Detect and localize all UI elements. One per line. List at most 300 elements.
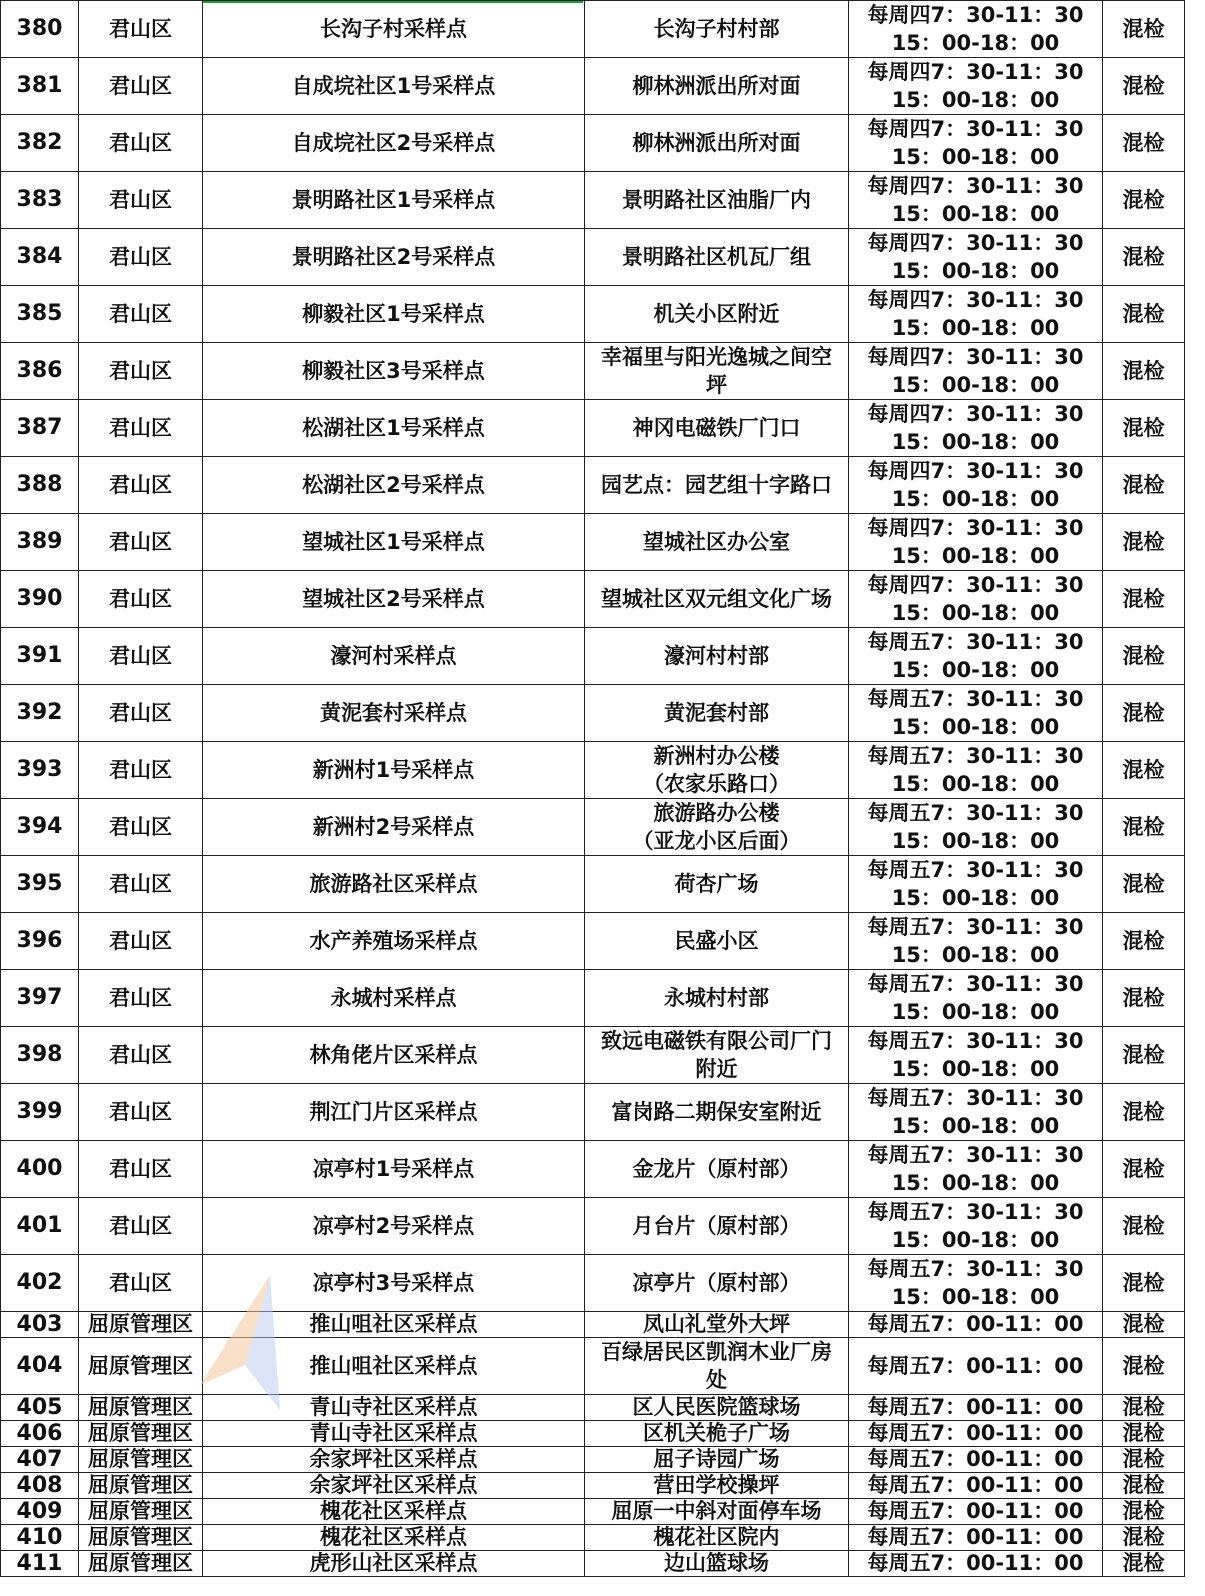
site-name-cell: 濠河村采样点	[203, 628, 585, 685]
site-name-cell: 凉亭村1号采样点	[203, 1141, 585, 1198]
test-type-cell: 混检	[1103, 685, 1185, 742]
time-cell	[849, 856, 1103, 913]
district-cell: 君山区	[79, 799, 203, 856]
test-type-cell: 混检	[1103, 799, 1185, 856]
test-type-cell: 混检	[1103, 628, 1185, 685]
address-line: 区人民医院篮球场	[632, 1395, 801, 1419]
time-line: 每周五7：00-11：00	[867, 1395, 1084, 1419]
table-row	[1, 1551, 1185, 1577]
address-cell	[585, 1141, 849, 1198]
test-type-cell: 混检	[1103, 1499, 1185, 1525]
time-line: 每周五7：30-11：30	[867, 1086, 1084, 1110]
test-type-cell: 混检	[1103, 1255, 1185, 1312]
table-row	[1, 856, 1185, 913]
time-cell	[849, 457, 1103, 514]
address-cell	[585, 685, 849, 742]
table-row	[1, 1141, 1185, 1198]
time-line: 15：00-18：00	[891, 601, 1060, 625]
district-cell: 君山区	[79, 571, 203, 628]
address-line: 边山篮球场	[664, 1551, 769, 1575]
address-line: 月台片（原村部）	[632, 1214, 801, 1238]
address-line: 机关小区附近	[653, 302, 780, 326]
address-line: 柳林洲派出所对面	[632, 74, 801, 98]
time-cell	[849, 571, 1103, 628]
row-number-cell: 409	[1, 1499, 79, 1525]
test-type-cell: 混检	[1103, 1551, 1185, 1577]
time-line: 15：00-18：00	[891, 316, 1060, 340]
district-cell: 君山区	[79, 1198, 203, 1255]
table-row	[1, 343, 1185, 400]
time-line: 每周五7：00-11：00	[867, 1551, 1084, 1575]
address-line: 金龙片（原村部）	[632, 1157, 801, 1181]
address-line: 屈原一中斜对面停车场	[611, 1499, 822, 1523]
row-number-cell: 392	[1, 685, 79, 742]
site-name-cell: 虎形山社区采样点	[203, 1551, 585, 1577]
row-number-cell: 382	[1, 115, 79, 172]
address-cell	[585, 1447, 849, 1473]
site-name-cell: 水产养殖场采样点	[203, 913, 585, 970]
row-number-cell: 402	[1, 1255, 79, 1312]
time-cell	[849, 1, 1103, 58]
time-cell	[849, 742, 1103, 799]
row-number-cell: 391	[1, 628, 79, 685]
time-line: 每周四7：30-11：30	[867, 402, 1084, 426]
row-number-cell: 411	[1, 1551, 79, 1577]
test-type-cell: 混检	[1103, 457, 1185, 514]
address-line: 永城村村部	[664, 986, 769, 1010]
row-number-cell: 394	[1, 799, 79, 856]
test-type-cell: 混检	[1103, 514, 1185, 571]
address-line: 附近	[695, 1057, 738, 1081]
table-row	[1, 1, 1185, 58]
district-cell: 屈原管理区	[79, 1551, 203, 1577]
address-cell	[585, 856, 849, 913]
address-line: 望城社区办公室	[643, 530, 790, 554]
table-row	[1, 1255, 1185, 1312]
time-cell	[849, 1198, 1103, 1255]
time-line: 每周五7：00-11：00	[867, 1447, 1084, 1471]
address-line: 区机关桅子广场	[643, 1421, 790, 1445]
time-line: 15：00-18：00	[891, 1057, 1060, 1081]
time-line: 每周五7：00-11：00	[867, 1499, 1084, 1523]
time-cell	[849, 1447, 1103, 1473]
time-cell	[849, 1141, 1103, 1198]
table-row	[1, 1525, 1185, 1551]
time-cell	[849, 514, 1103, 571]
row-number-cell: 405	[1, 1395, 79, 1421]
time-cell	[849, 970, 1103, 1027]
time-line: 每周四7：30-11：30	[867, 345, 1084, 369]
time-cell	[849, 1027, 1103, 1084]
address-cell	[585, 1338, 849, 1395]
district-cell: 君山区	[79, 400, 203, 457]
test-type-cell: 混检	[1103, 1447, 1185, 1473]
site-name-cell: 青山寺社区采样点	[203, 1421, 585, 1447]
time-cell	[849, 1499, 1103, 1525]
time-line: 15：00-18：00	[891, 145, 1060, 169]
table-row	[1, 913, 1185, 970]
time-line: 每周五7：00-11：00	[867, 1354, 1084, 1378]
address-line: 民盛小区	[674, 929, 759, 953]
time-line: 每周四7：30-11：30	[867, 573, 1084, 597]
time-line: 每周四7：30-11：30	[867, 459, 1084, 483]
table-row	[1, 1312, 1185, 1338]
test-type-cell: 混检	[1103, 856, 1185, 913]
time-line: 每周五7：30-11：30	[867, 1200, 1084, 1224]
time-cell	[849, 172, 1103, 229]
table-row	[1, 1395, 1185, 1421]
row-number-cell: 401	[1, 1198, 79, 1255]
row-number-cell: 384	[1, 229, 79, 286]
table-row	[1, 970, 1185, 1027]
time-cell	[849, 1395, 1103, 1421]
test-type-cell: 混检	[1103, 1338, 1185, 1395]
address-line: 新洲村办公楼	[653, 744, 780, 768]
address-line: 濠河村村部	[664, 644, 769, 668]
time-line: 每周五7：30-11：30	[867, 858, 1084, 882]
address-line: 旅游路办公楼	[653, 801, 780, 825]
row-number-cell: 406	[1, 1421, 79, 1447]
site-name-cell: 新洲村1号采样点	[203, 742, 585, 799]
site-name-cell: 望城社区1号采样点	[203, 514, 585, 571]
site-name-cell: 凉亭村3号采样点	[203, 1255, 585, 1312]
address-cell	[585, 1551, 849, 1577]
test-type-cell: 混检	[1103, 1198, 1185, 1255]
time-line: 每周四7：30-11：30	[867, 117, 1084, 141]
time-line: 15：00-18：00	[891, 487, 1060, 511]
address-cell	[585, 1473, 849, 1499]
time-line: 15：00-18：00	[891, 658, 1060, 682]
site-name-cell: 自成垸社区1号采样点	[203, 58, 585, 115]
test-type-cell: 混检	[1103, 1525, 1185, 1551]
table-body	[1, 1, 1185, 1577]
table-row	[1, 115, 1185, 172]
address-cell	[585, 1395, 849, 1421]
time-line: 15：00-18：00	[891, 943, 1060, 967]
table-row	[1, 1421, 1185, 1447]
test-type-cell: 混检	[1103, 229, 1185, 286]
site-name-cell: 长沟子村采样点	[203, 1, 585, 58]
row-number-cell: 381	[1, 58, 79, 115]
time-line: 每周五7：30-11：30	[867, 915, 1084, 939]
address-cell	[585, 970, 849, 1027]
address-line: （亚龙小区后面）	[632, 829, 801, 853]
district-cell: 君山区	[79, 1084, 203, 1141]
address-line: 致远电磁铁有限公司厂门	[601, 1029, 832, 1053]
district-cell: 君山区	[79, 457, 203, 514]
address-cell	[585, 571, 849, 628]
district-cell: 屈原管理区	[79, 1525, 203, 1551]
row-number-cell: 410	[1, 1525, 79, 1551]
time-line: 15：00-18：00	[891, 1114, 1060, 1138]
address-line: 景明路社区机瓦厂组	[622, 245, 811, 269]
address-line: 景明路社区油脂厂内	[622, 188, 811, 212]
address-cell	[585, 286, 849, 343]
test-type-cell: 混检	[1103, 1473, 1185, 1499]
time-line: 每周四7：30-11：30	[867, 174, 1084, 198]
address-line: 处	[706, 1368, 727, 1392]
time-line: 15：00-18：00	[891, 1285, 1060, 1309]
test-type-cell: 混检	[1103, 343, 1185, 400]
time-cell	[849, 913, 1103, 970]
table-row	[1, 1447, 1185, 1473]
district-cell: 君山区	[79, 913, 203, 970]
district-cell: 屈原管理区	[79, 1473, 203, 1499]
time-line: 15：00-18：00	[891, 31, 1060, 55]
district-cell: 君山区	[79, 229, 203, 286]
time-line: 每周五7：30-11：30	[867, 801, 1084, 825]
row-number-cell: 386	[1, 343, 79, 400]
address-line: 荷杏广场	[674, 872, 759, 896]
address-cell	[585, 1, 849, 58]
time-cell	[849, 286, 1103, 343]
time-cell	[849, 400, 1103, 457]
time-cell	[849, 628, 1103, 685]
address-cell	[585, 115, 849, 172]
time-cell	[849, 1255, 1103, 1312]
address-line: 神冈电磁铁厂门口	[632, 416, 801, 440]
address-line: 坪	[706, 373, 727, 397]
address-cell	[585, 514, 849, 571]
time-line: 每周四7：30-11：30	[867, 60, 1084, 84]
address-cell	[585, 1084, 849, 1141]
test-type-cell: 混检	[1103, 1084, 1185, 1141]
time-line: 15：00-18：00	[891, 886, 1060, 910]
time-line: 每周五7：30-11：30	[867, 744, 1084, 768]
row-number-cell: 389	[1, 514, 79, 571]
test-type-cell: 混检	[1103, 1027, 1185, 1084]
site-name-cell: 凉亭村2号采样点	[203, 1198, 585, 1255]
address-cell	[585, 343, 849, 400]
table-row	[1, 514, 1185, 571]
time-cell	[849, 115, 1103, 172]
table-row	[1, 799, 1185, 856]
test-type-cell: 混检	[1103, 742, 1185, 799]
address-cell	[585, 172, 849, 229]
row-number-cell: 408	[1, 1473, 79, 1499]
time-line: 15：00-18：00	[891, 430, 1060, 454]
site-name-cell: 松湖社区2号采样点	[203, 457, 585, 514]
site-name-cell: 永城村采样点	[203, 970, 585, 1027]
district-cell: 君山区	[79, 343, 203, 400]
table-row	[1, 1027, 1185, 1084]
time-cell	[849, 1551, 1103, 1577]
time-line: 每周四7：30-11：30	[867, 516, 1084, 540]
table-row	[1, 229, 1185, 286]
row-number-cell: 397	[1, 970, 79, 1027]
address-cell	[585, 742, 849, 799]
site-name-cell: 推山咀社区采样点	[203, 1312, 585, 1338]
table-row	[1, 1084, 1185, 1141]
district-cell: 君山区	[79, 856, 203, 913]
address-line: 柳林洲派出所对面	[632, 131, 801, 155]
row-number-cell: 399	[1, 1084, 79, 1141]
row-number-cell: 390	[1, 571, 79, 628]
address-line: 营田学校操坪	[653, 1473, 780, 1497]
address-line: （农家乐路口）	[643, 772, 790, 796]
district-cell: 屈原管理区	[79, 1421, 203, 1447]
table-row	[1, 628, 1185, 685]
time-line: 15：00-18：00	[891, 88, 1060, 112]
table-row	[1, 172, 1185, 229]
table-row	[1, 1338, 1185, 1395]
address-cell	[585, 1421, 849, 1447]
table-row	[1, 58, 1185, 115]
table-row	[1, 742, 1185, 799]
district-cell: 君山区	[79, 514, 203, 571]
address-cell	[585, 1499, 849, 1525]
time-cell	[849, 799, 1103, 856]
address-cell	[585, 799, 849, 856]
site-name-cell: 自成垸社区2号采样点	[203, 115, 585, 172]
site-name-cell: 余家坪社区采样点	[203, 1473, 585, 1499]
time-cell	[849, 685, 1103, 742]
time-line: 15：00-18：00	[891, 373, 1060, 397]
district-cell: 君山区	[79, 115, 203, 172]
row-number-cell: 407	[1, 1447, 79, 1473]
address-cell	[585, 628, 849, 685]
time-line: 15：00-18：00	[891, 259, 1060, 283]
district-cell: 屈原管理区	[79, 1395, 203, 1421]
time-line: 每周五7：00-11：00	[867, 1312, 1084, 1336]
site-name-cell: 青山寺社区采样点	[203, 1395, 585, 1421]
row-number-cell: 387	[1, 400, 79, 457]
time-cell	[849, 1084, 1103, 1141]
site-name-cell: 荆江门片区采样点	[203, 1084, 585, 1141]
row-number-cell: 395	[1, 856, 79, 913]
test-type-cell: 混检	[1103, 913, 1185, 970]
time-cell	[849, 343, 1103, 400]
time-cell	[849, 1312, 1103, 1338]
site-name-cell: 槐花社区采样点	[203, 1525, 585, 1551]
site-name-cell: 推山咀社区采样点	[203, 1338, 585, 1395]
address-line: 富岗路二期保安室附近	[611, 1100, 822, 1124]
site-name-cell: 望城社区2号采样点	[203, 571, 585, 628]
address-cell	[585, 457, 849, 514]
address-line: 屈子诗园广场	[653, 1447, 780, 1471]
site-name-cell: 新洲村2号采样点	[203, 799, 585, 856]
time-line: 每周五7：30-11：30	[867, 972, 1084, 996]
district-cell: 屈原管理区	[79, 1312, 203, 1338]
row-number-cell: 404	[1, 1338, 79, 1395]
table-row	[1, 400, 1185, 457]
district-cell: 君山区	[79, 172, 203, 229]
address-line: 望城社区双元组文化广场	[601, 587, 832, 611]
site-name-cell: 槐花社区采样点	[203, 1499, 585, 1525]
test-type-cell: 混检	[1103, 172, 1185, 229]
address-line: 凉亭片（原村部）	[632, 1271, 801, 1295]
site-name-cell: 余家坪社区采样点	[203, 1447, 585, 1473]
time-line: 15：00-18：00	[891, 772, 1060, 796]
table-row	[1, 1473, 1185, 1499]
time-line: 15：00-18：00	[891, 715, 1060, 739]
time-line: 15：00-18：00	[891, 829, 1060, 853]
time-line: 15：00-18：00	[891, 1171, 1060, 1195]
address-line: 长沟子村村部	[653, 17, 780, 41]
address-line: 凤山礼堂外大坪	[643, 1312, 790, 1336]
test-type-cell: 混检	[1103, 1, 1185, 58]
test-type-cell: 混检	[1103, 970, 1185, 1027]
row-number-cell: 396	[1, 913, 79, 970]
time-cell	[849, 1525, 1103, 1551]
test-type-cell: 混检	[1103, 58, 1185, 115]
time-cell	[849, 1338, 1103, 1395]
time-line: 每周五7：00-11：00	[867, 1421, 1084, 1445]
district-cell: 君山区	[79, 1255, 203, 1312]
time-line: 每周五7：30-11：30	[867, 630, 1084, 654]
table-row	[1, 286, 1185, 343]
time-line: 15：00-18：00	[891, 202, 1060, 226]
site-name-cell: 松湖社区1号采样点	[203, 400, 585, 457]
site-name-cell: 柳毅社区1号采样点	[203, 286, 585, 343]
time-line: 15：00-18：00	[891, 1228, 1060, 1252]
time-line: 每周五7：30-11：30	[867, 687, 1084, 711]
district-cell: 君山区	[79, 742, 203, 799]
row-number-cell: 385	[1, 286, 79, 343]
address-cell	[585, 58, 849, 115]
site-name-cell: 景明路社区2号采样点	[203, 229, 585, 286]
time-line: 每周五7：30-11：30	[867, 1143, 1084, 1167]
row-number-cell: 400	[1, 1141, 79, 1198]
district-cell: 君山区	[79, 970, 203, 1027]
row-number-cell: 393	[1, 742, 79, 799]
time-line: 每周五7：00-11：00	[867, 1473, 1084, 1497]
address-cell	[585, 400, 849, 457]
test-type-cell: 混检	[1103, 1312, 1185, 1338]
time-line: 15：00-18：00	[891, 1000, 1060, 1024]
district-cell: 君山区	[79, 58, 203, 115]
test-type-cell: 混检	[1103, 286, 1185, 343]
row-number-cell: 388	[1, 457, 79, 514]
address-line: 百绿居民区凯润木业厂房	[601, 1340, 832, 1364]
address-line: 幸福里与阳光逸城之间空	[601, 345, 832, 369]
site-name-cell: 旅游路社区采样点	[203, 856, 585, 913]
address-cell	[585, 913, 849, 970]
table-row	[1, 685, 1185, 742]
row-number-cell: 403	[1, 1312, 79, 1338]
time-line: 15：00-18：00	[891, 544, 1060, 568]
time-line: 每周五7：00-11：00	[867, 1525, 1084, 1549]
table-row	[1, 1499, 1185, 1525]
time-line: 每周四7：30-11：30	[867, 231, 1084, 255]
test-type-cell: 混检	[1103, 400, 1185, 457]
address-cell	[585, 1312, 849, 1338]
test-type-cell: 混检	[1103, 115, 1185, 172]
table-row	[1, 457, 1185, 514]
test-type-cell: 混检	[1103, 571, 1185, 628]
district-cell: 屈原管理区	[79, 1338, 203, 1395]
district-cell: 君山区	[79, 628, 203, 685]
time-line: 每周五7：30-11：30	[867, 1029, 1084, 1053]
address-cell	[585, 1255, 849, 1312]
address-cell	[585, 1525, 849, 1551]
row-number-cell: 398	[1, 1027, 79, 1084]
district-cell: 屈原管理区	[79, 1447, 203, 1473]
district-cell: 君山区	[79, 685, 203, 742]
row-number-cell: 380	[1, 1, 79, 58]
address-line: 槐花社区院内	[653, 1525, 780, 1549]
time-cell	[849, 58, 1103, 115]
table-row	[1, 1198, 1185, 1255]
site-name-cell: 林角佬片区采样点	[203, 1027, 585, 1084]
test-type-cell: 混检	[1103, 1141, 1185, 1198]
row-number-cell: 383	[1, 172, 79, 229]
site-name-cell: 景明路社区1号采样点	[203, 172, 585, 229]
district-cell: 君山区	[79, 1141, 203, 1198]
district-cell: 君山区	[79, 286, 203, 343]
address-line: 园艺点：园艺组十字路口	[601, 473, 832, 497]
address-cell	[585, 1198, 849, 1255]
